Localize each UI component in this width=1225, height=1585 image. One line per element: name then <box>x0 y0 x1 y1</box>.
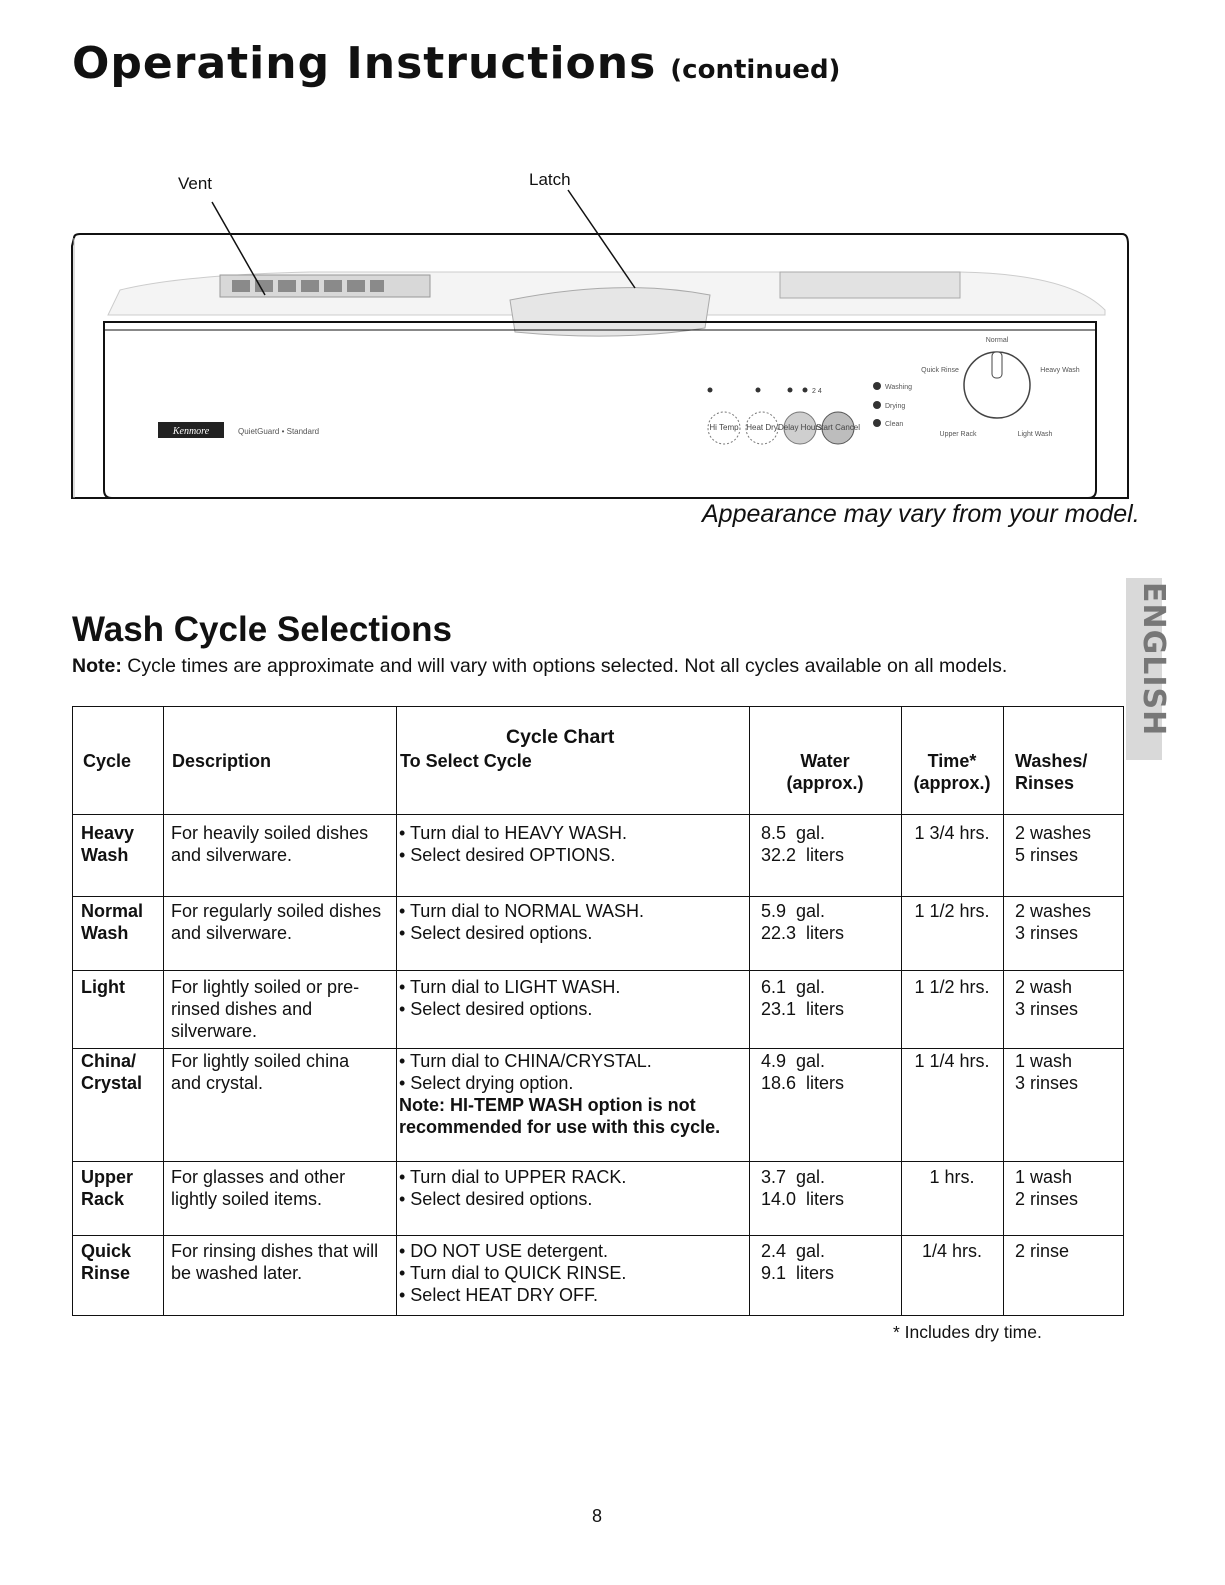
col-header-water: Water (approx.) <box>786 751 864 793</box>
col-header-cycle: Cycle <box>83 751 132 771</box>
water-cell-line: 22.3 liters <box>761 923 845 943</box>
water-cell <box>761 822 844 866</box>
cycle-cell-line: Light <box>81 977 125 997</box>
description-cell-line: lightly soiled items. <box>171 1189 323 1209</box>
side-tab-text: ENGLISH <box>1136 582 1171 737</box>
footnote: * Includes dry time. <box>893 1322 1042 1342</box>
select-cell-line: • Select desired options. <box>399 1189 593 1209</box>
water-cell-line: 9.1 liters <box>761 1263 835 1283</box>
cycle-chart-table <box>72 706 1124 1316</box>
washes-cell <box>1015 976 1078 1020</box>
washes-cell-line: 1 wash <box>1015 1167 1073 1187</box>
water-cell-line: 5.9 gal. <box>761 901 826 921</box>
time-cell <box>901 1240 1003 1262</box>
washes-cell-line: 3 rinses <box>1015 999 1079 1019</box>
washes-cell-line: 1 wash <box>1015 1051 1073 1071</box>
svg-text:Upper Rack: Upper Rack <box>939 431 977 438</box>
note-label: Note: <box>72 655 122 677</box>
select-cell-line: • DO NOT USE detergent. <box>399 1241 609 1261</box>
select-cell-line: • Select HEAT DRY OFF. <box>399 1285 599 1305</box>
time-cell-line: 1 3/4 hrs. <box>914 823 990 843</box>
note-text: Cycle times are approximate and will vary with options selected. Not all cycles available on all models. <box>121 655 1008 677</box>
water-cell-line: 6.1 gal. <box>761 977 826 997</box>
water-cell <box>761 900 844 944</box>
washes-cell <box>1015 1050 1078 1094</box>
section-note <box>72 655 1007 678</box>
cycle-cell <box>81 900 143 944</box>
description-cell-line: and crystal. <box>171 1073 264 1093</box>
water-cell-line: 14.0 liters <box>761 1189 845 1209</box>
page-number: 8 <box>592 1506 603 1526</box>
col-header-time: Time* (approx.) <box>913 751 991 793</box>
time-cell-line: 1 hrs. <box>929 1167 975 1187</box>
washes-cell-line: 2 washes <box>1015 823 1092 843</box>
select-cell <box>399 1050 720 1138</box>
svg-text:Hi Temp: Hi Temp <box>709 423 739 432</box>
svg-text:Drying: Drying <box>885 403 906 410</box>
time-cell-line: 1 1/2 hrs. <box>914 901 990 921</box>
description-cell-line: rinsed dishes and <box>171 999 313 1019</box>
time-cell <box>901 822 1003 844</box>
description-cell <box>171 1050 349 1094</box>
description-cell-line: For lightly soiled china <box>171 1051 350 1071</box>
select-cell-line: • Turn dial to HEAVY WASH. <box>399 823 628 843</box>
page-title-main: Operating Instructions <box>72 38 657 89</box>
select-cell-line: • Select desired OPTIONS. <box>399 845 616 865</box>
page-title-sub: (continued) <box>670 55 841 85</box>
select-cell-line: • Select desired options. <box>399 999 593 1019</box>
cycle-cell-line: Upper <box>81 1167 134 1187</box>
select-cell-line: • Turn dial to LIGHT WASH. <box>399 977 621 997</box>
svg-text:Normal: Normal <box>985 337 1009 344</box>
language-side-tab <box>1126 578 1171 760</box>
control-panel-diagram <box>60 160 1140 510</box>
time-cell <box>901 976 1003 998</box>
description-cell <box>171 976 359 1042</box>
water-cell-line: 32.2 liters <box>761 845 845 865</box>
water-cell-line: 23.1 liters <box>761 999 845 1019</box>
cycle-cell-line: Wash <box>81 923 129 943</box>
time-cell <box>901 900 1003 922</box>
washes-cell <box>1015 1166 1078 1210</box>
cycle-cell <box>81 1240 131 1284</box>
latch-callout: Latch <box>529 170 571 189</box>
description-cell-line: and silverware. <box>171 923 293 943</box>
svg-text:Clean: Clean <box>885 421 904 428</box>
select-cell-line: Note: HI-TEMP WASH option is not <box>399 1095 696 1115</box>
cycle-cell-line: Rack <box>81 1189 125 1209</box>
select-cell <box>399 1240 626 1306</box>
description-cell-line: and silverware. <box>171 845 293 865</box>
brand-series-text: QuietGuard • Standard <box>238 427 320 436</box>
description-cell <box>171 822 368 866</box>
cycle-cell <box>81 1166 133 1210</box>
washes-cell-line: 2 rinse <box>1015 1241 1070 1261</box>
select-cell <box>399 900 644 944</box>
svg-text:Heavy Wash: Heavy Wash <box>1040 367 1080 374</box>
water-cell <box>761 1050 844 1094</box>
section-title: Wash Cycle Selections <box>72 610 452 649</box>
water-cell-line: 18.6 liters <box>761 1073 845 1093</box>
cycle-cell <box>81 822 134 866</box>
washes-cell-line: 5 rinses <box>1015 845 1079 865</box>
col-header-description: Description <box>172 751 272 771</box>
latch-handle <box>510 288 710 337</box>
washes-cell-line: 2 washes <box>1015 901 1092 921</box>
time-cell <box>901 1166 1003 1188</box>
description-cell-line: For rinsing dishes that will <box>171 1241 379 1261</box>
description-cell <box>171 900 381 944</box>
time-cell-line: 1 1/4 hrs. <box>914 1051 990 1071</box>
washes-cell-line: 2 rinses <box>1015 1189 1079 1209</box>
brand-logo-text: Kenmore <box>172 426 210 437</box>
description-cell <box>171 1166 345 1210</box>
select-cell <box>399 976 620 1020</box>
washes-cell <box>1015 1240 1069 1262</box>
diagram-caption: Appearance may vary from your model. <box>702 500 1140 528</box>
water-cell <box>761 1166 844 1210</box>
select-cell-line: • Turn dial to QUICK RINSE. <box>399 1263 627 1283</box>
description-cell-line: For lightly soiled or pre- <box>171 977 360 997</box>
select-cell-line: • Turn dial to CHINA/CRYSTAL. <box>399 1051 652 1071</box>
water-cell-line: 3.7 gal. <box>761 1167 826 1187</box>
svg-text:Heat Dry: Heat Dry <box>746 423 778 432</box>
water-cell <box>761 1240 834 1284</box>
svg-text:Delay Hours: Delay Hours <box>777 423 823 432</box>
washes-cell-line: 2 wash <box>1015 977 1073 997</box>
col-header-washes: Washes/ Rinses <box>1015 751 1088 793</box>
cycle-cell-line: Quick <box>81 1241 132 1261</box>
select-cell-line: • Turn dial to UPPER RACK. <box>399 1167 627 1187</box>
description-cell-line: For glasses and other <box>171 1167 346 1187</box>
cycle-cell-line: Heavy <box>81 823 135 843</box>
page-title <box>72 38 840 89</box>
select-cell-line: recommended for use with this cycle. <box>399 1117 721 1137</box>
washes-cell-line: 3 rinses <box>1015 923 1079 943</box>
svg-text:Start Cancel: Start Cancel <box>815 423 861 432</box>
indicator-label: 2 4 <box>812 388 822 395</box>
select-cell-line: • Select drying option. <box>399 1073 574 1093</box>
cycle-cell-line: Crystal <box>81 1073 143 1093</box>
select-cell <box>399 1166 626 1210</box>
cycle-cell-line: Wash <box>81 845 129 865</box>
vent-callout: Vent <box>178 174 213 193</box>
select-cell-line: • Select desired options. <box>399 923 593 943</box>
water-cell-line: 2.4 gal. <box>761 1241 826 1261</box>
washes-cell <box>1015 822 1091 866</box>
dial-pointer <box>992 352 1002 378</box>
water-cell <box>761 976 844 1020</box>
description-cell-line: silverware. <box>171 1021 258 1041</box>
svg-text:Washing: Washing <box>885 384 912 391</box>
description-cell <box>171 1240 378 1284</box>
cycle-cell-line: Normal <box>81 901 144 921</box>
cycle-cell-line: Rinse <box>81 1263 131 1283</box>
col-header-select: To Select Cycle <box>400 751 532 771</box>
select-cell-line: • Turn dial to NORMAL WASH. <box>399 901 645 921</box>
table-caption: Cycle Chart <box>506 726 615 748</box>
time-cell-line: 1 1/2 hrs. <box>914 977 990 997</box>
select-cell <box>399 822 627 866</box>
water-cell-line: 8.5 gal. <box>761 823 826 843</box>
svg-text:Light Wash: Light Wash <box>1017 431 1053 438</box>
water-cell-line: 4.9 gal. <box>761 1051 826 1071</box>
washes-cell-line: 3 rinses <box>1015 1073 1079 1093</box>
description-cell-line: be washed later. <box>171 1263 303 1283</box>
inner-panel <box>104 322 1096 498</box>
svg-text:Quick Rinse: Quick Rinse <box>921 367 959 374</box>
cycle-cell <box>81 1050 142 1094</box>
time-cell-line: 1/4 hrs. <box>921 1241 983 1261</box>
description-cell-line: For heavily soiled dishes <box>171 823 369 843</box>
description-cell-line: For regularly soiled dishes <box>171 901 382 921</box>
washes-cell <box>1015 900 1091 944</box>
time-cell <box>901 1050 1003 1072</box>
cycle-cell-line: China/ <box>81 1051 137 1071</box>
cycle-cell <box>81 976 125 998</box>
